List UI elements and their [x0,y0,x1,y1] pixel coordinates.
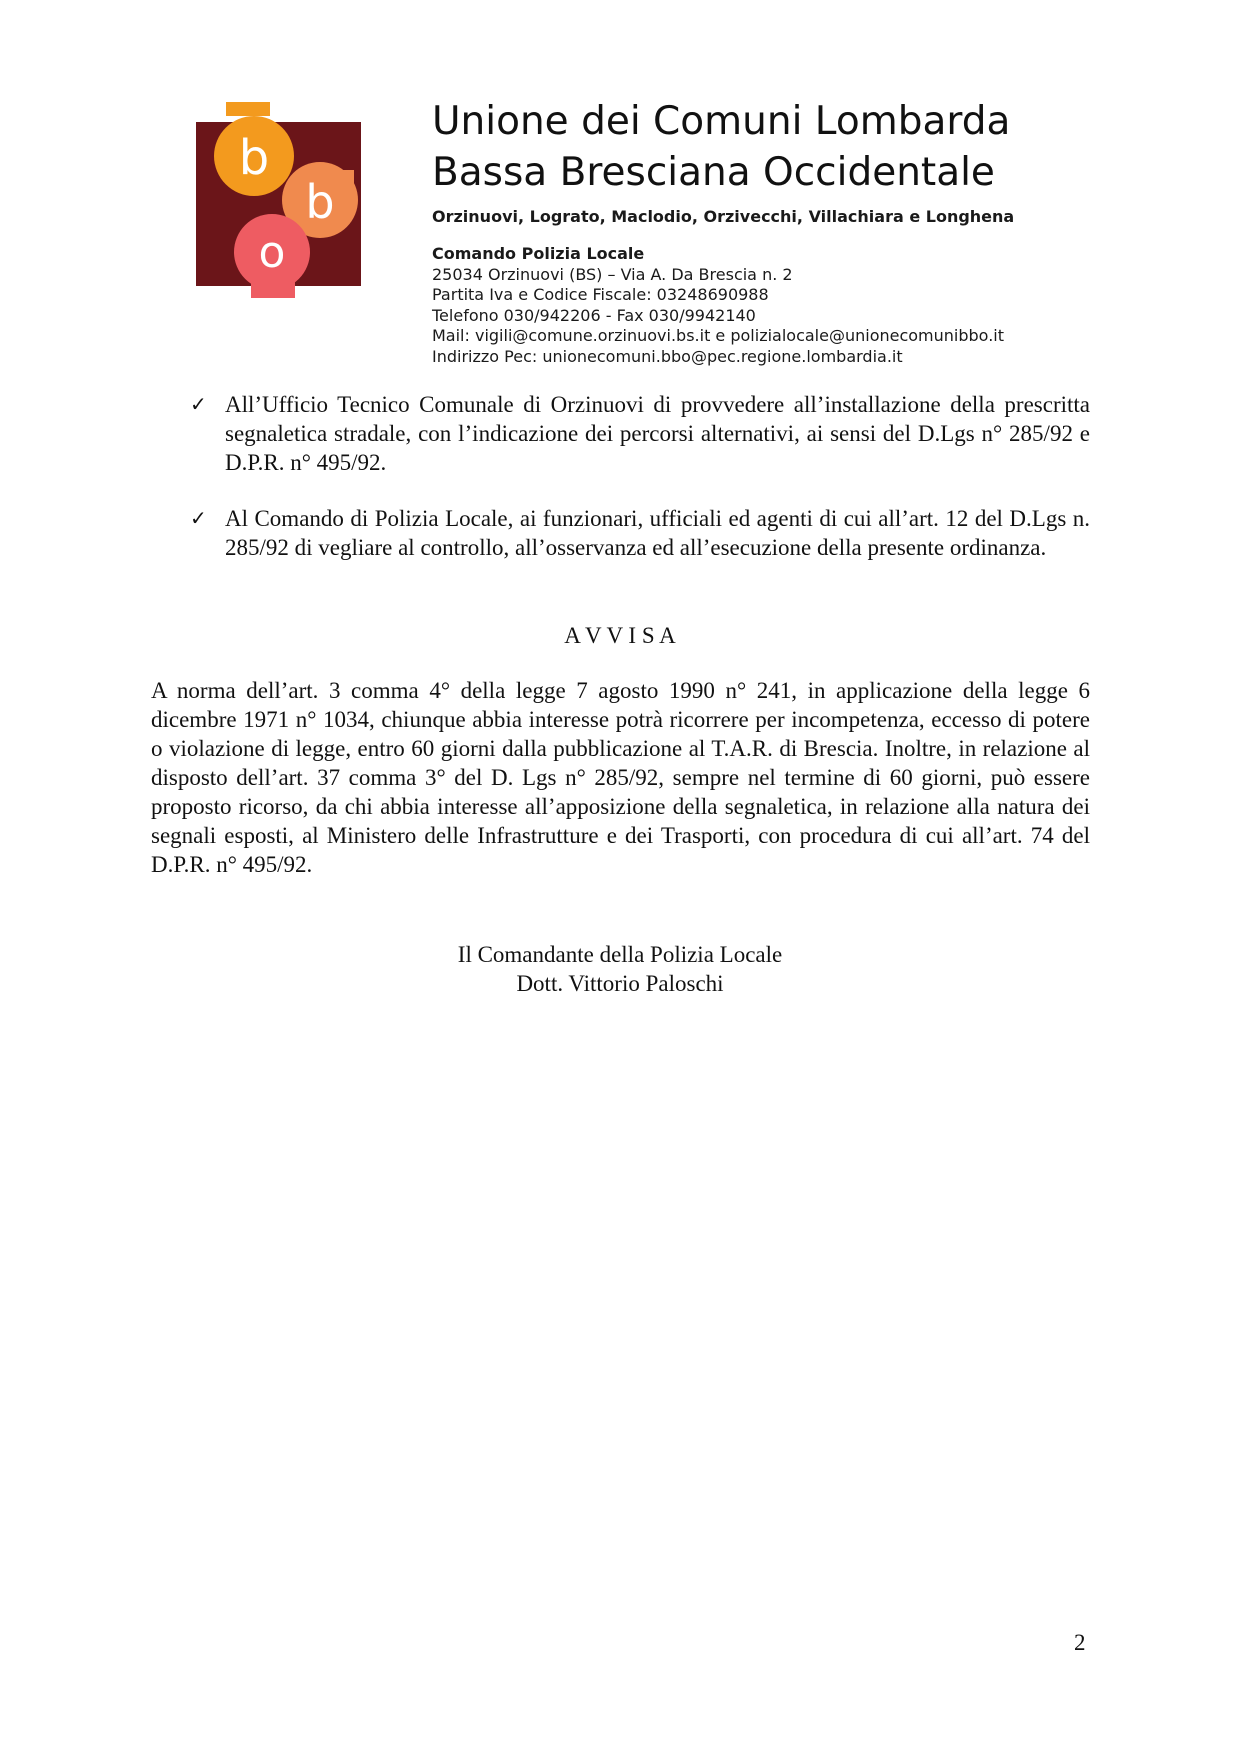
bullet-text: Al Comando di Polizia Locale, ai funzionari, ufficiali ed agenti di cui all’art. 12 del D.Lgs n. 285/92 di vegliare al controllo, all’osservanza ed all’esecuzione della presente ordinanza. [225,506,1090,560]
command-address: 25034 Orzinuovi (BS) – Via A. Da Brescia n. 2 [432,264,793,284]
signature-name: Dott. Vittorio Paloschi [516,971,724,996]
signature-block [0,940,1240,998]
command-phone: Telefono 030/942206 - Fax 030/9942140 [432,305,756,325]
org-title-line1: Unione dei Comuni Lombarda [432,99,1011,144]
avvisa-heading: A V V I S A [564,623,676,648]
legal-notice-paragraph: A norma dell’art. 3 comma 4° della legge 7 agosto 1990 n° 241, in applicazione della legge 6 dicembre 1971 n° 1034, chiunque abbia interesse potrà ricorrere per incompetenza, eccesso di potere o violazione di legge, entro 60 giorni dalla pubblicazione al T.A.R. di Brescia. Inoltre, in relazione al disposto dell’art. 37 comma 3° del D. Lgs n° 285/92, sempre nel termine di 60 giorni, può essere proposto ricorso, da chi abbia interesse all’apposizione della segnaletica, in relazione alla natura dei segnali esposti, al Ministero delle Infrastrutture e dei Trasporti, con procedura di cui all’art. 74 del D.P.R. n° 495/92. [151,678,1090,877]
bullet-item [190,504,1090,562]
command-contact-block [432,244,1132,367]
member-towns: Orzinuovi, Lograto, Maclodio, Orzivecchi, Villachiara e Longhena [432,207,1015,226]
signature-role: Il Comandante della Polizia Locale [457,942,783,967]
check-icon: ✓ [190,506,207,530]
org-title-line2: Bassa Bresciana Occidentale [432,150,995,195]
letterhead [432,96,1132,367]
command-vat: Partita Iva e Codice Fiscale: 03248690988 [432,285,769,304]
bullet-text: All’Ufficio Tecnico Comunale di Orzinuovi di provvedere all’installazione della prescritta segnaletica stradale, con l’indicazione dei percorsi alternativi, ai sensi del D.Lgs n° 285/92 e D.P.R. n° 495/92. [225,392,1090,475]
command-pec: Indirizzo Pec: unionecomuni.bbo@pec.regione.lombardia.it [432,346,903,366]
command-mail: Mail: vigili@comune.orzinuovi.bs.it e polizialocale@unionecomunibbo.it [432,326,1004,345]
logo-letter-o: o [258,227,286,278]
check-icon: ✓ [190,392,207,416]
bbo-logo [196,102,374,298]
page-number: 2 [1074,1630,1086,1655]
bullet-item [190,390,1090,477]
command-title: Comando Polizia Locale [432,244,645,263]
logo-letter-b2: b [305,175,335,229]
logo-letter-b1: b [238,130,270,186]
